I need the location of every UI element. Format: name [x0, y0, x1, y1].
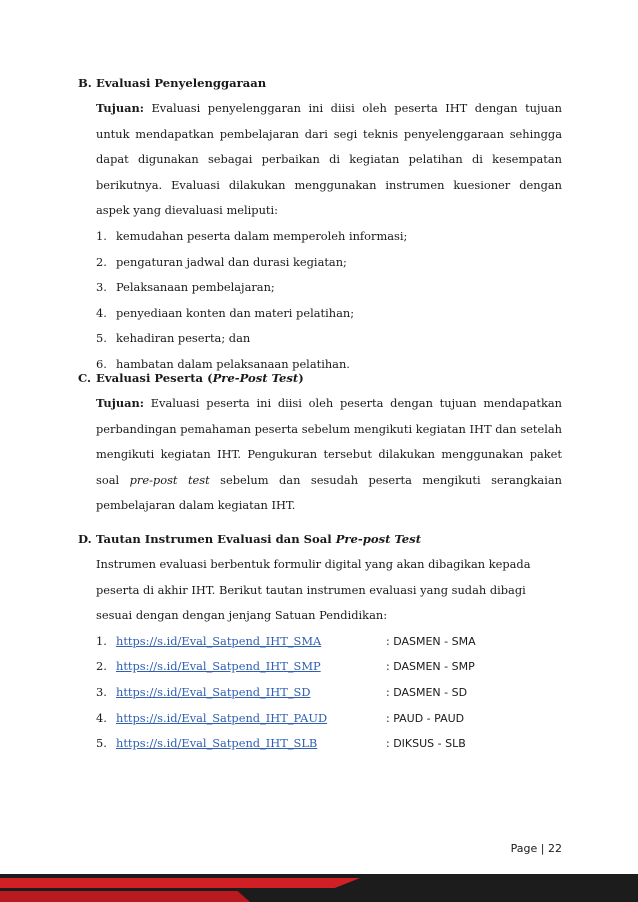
link-category: : PAUD - PAUD — [386, 711, 465, 725]
link-category: : DASMEN - SD — [386, 685, 468, 699]
list-item — [96, 301, 562, 327]
section-c-goal-text-2: sebelum dan sesudah peserta mengikuti serangkaian pembelajaran dalam kegiatan IHT. — [96, 472, 562, 513]
link-paud[interactable]: https://s.id/Eval_Satpend_IHT_PAUD — [116, 710, 328, 725]
list-item-number: 6. — [96, 356, 107, 371]
section-c-goal-italic: pre-post test — [129, 472, 210, 487]
link-number: 1. — [96, 633, 107, 648]
section-c-title-italic: Pre-Post Test — [212, 371, 299, 385]
link-number: 3. — [96, 684, 107, 699]
list-item — [96, 224, 562, 250]
link-row — [96, 680, 562, 706]
section-b-heading — [78, 71, 562, 96]
section-c-goal — [96, 391, 562, 519]
link-category: : DIKSUS - SLB — [386, 737, 466, 751]
section-c-title-main: Evaluasi Peserta ( — [96, 371, 213, 385]
list-item — [96, 275, 562, 301]
list-item-number: 3. — [96, 280, 107, 295]
section-b-goal-label: Tujuan: — [96, 101, 144, 115]
section-d-heading — [78, 527, 562, 552]
list-item-text: pengaturan jadwal dan durasi kegiatan; — [116, 254, 347, 269]
section-c-goal-label: Tujuan: — [96, 396, 144, 410]
section-b — [78, 71, 562, 378]
link-smp[interactable]: https://s.id/Eval_Satpend_IHT_SMP — [116, 659, 321, 674]
section-b-aspect-list — [96, 224, 562, 378]
list-item-number: 5. — [96, 331, 107, 346]
section-b-goal-text: Evaluasi penyelenggaran ini diisi oleh peserta IHT dengan tujuan untuk mendapatkan pembelajaran dari segi teknis penyelenggaraan sehingga dapat digunakan sebagai perbaikan di kegiatan pelatihan di kesempatan berikutnya. Evaluasi dilakukan menggunakan instrumen kuesioner dengan aspek yang dievaluasi meliputi: — [96, 101, 562, 218]
link-category: : DASMEN - SMP — [386, 660, 475, 674]
footer-red-stripe — [0, 878, 360, 888]
section-c-letter: C. — [78, 371, 92, 385]
link-category: : DASMEN - SMA — [386, 634, 476, 648]
section-b-letter: B. — [78, 76, 92, 90]
link-slb[interactable]: https://s.id/Eval_Satpend_IHT_SLB — [116, 736, 318, 751]
link-row — [96, 629, 562, 655]
link-number: 5. — [96, 736, 107, 751]
section-d-letter: D. — [78, 532, 92, 546]
list-item-text: kehadiran peserta; dan — [116, 331, 251, 346]
section-c-goal-text-1: Evaluasi peserta ini diisi oleh peserta dengan tujuan mendapatkan perbandingan pemahaman peserta sebelum mengikuti kegiatan IHT dan setelah mengikuti kegiatan IHT. Pengukuran tersebut dilakukan menggunakan paket soal — [96, 396, 562, 487]
evaluation-link-list — [96, 629, 562, 757]
page-number: Page | 22 — [510, 842, 562, 855]
section-d-title-italic: Pre-post Test — [335, 532, 422, 546]
link-sd[interactable]: https://s.id/Eval_Satpend_IHT_SD — [116, 684, 311, 699]
section-c — [78, 366, 562, 519]
section-c-title-end: ) — [298, 371, 304, 385]
footer-red-stripe-lower — [0, 891, 250, 902]
link-number: 4. — [96, 710, 107, 725]
list-item-number: 4. — [96, 305, 107, 320]
list-item — [96, 326, 562, 352]
list-item-number: 1. — [96, 228, 107, 243]
list-item-text: Pelaksanaan pembelajaran; — [116, 280, 275, 295]
section-b-goal — [96, 96, 562, 224]
section-d-title-main: Tautan Instrumen Evaluasi dan Soal — [96, 532, 336, 546]
link-number: 2. — [96, 659, 107, 674]
section-b-title: Evaluasi Penyelenggaraan — [96, 76, 267, 90]
link-sma[interactable]: https://s.id/Eval_Satpend_IHT_SMA — [116, 633, 322, 648]
link-row — [96, 731, 562, 757]
section-c-heading — [78, 366, 562, 391]
link-row — [96, 706, 562, 732]
section-d — [78, 527, 562, 757]
list-item-text: hambatan dalam pelaksanaan pelatihan. — [116, 356, 350, 371]
link-row — [96, 654, 562, 680]
list-item — [96, 250, 562, 276]
section-d-intro: Instrumen evaluasi berbentuk formulir digital yang akan dibagikan kepada peserta di akhir IHT. Berikut tautan instrumen evaluasi yang sudah dibagi sesuai dengan dengan jenjang Satuan Pendidikan: — [96, 557, 531, 623]
list-item-text: kemudahan peserta dalam memperoleh informasi; — [116, 228, 408, 243]
list-item-number: 2. — [96, 254, 107, 269]
list-item-text: penyediaan konten dan materi pelatihan; — [116, 305, 355, 320]
